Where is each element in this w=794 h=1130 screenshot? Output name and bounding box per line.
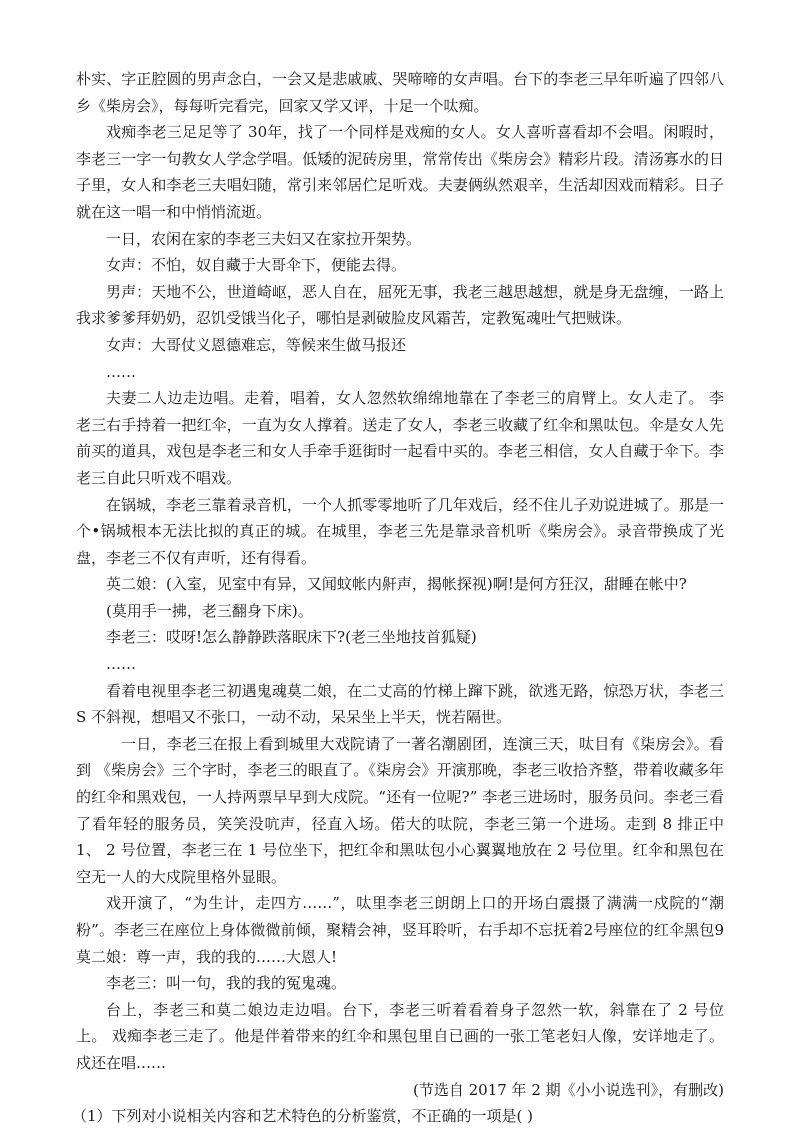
paragraph-8: 戏开演了，“为生计，走四方……”，呔里李老三朗朗上口的开场白震摄了满满一戍院的“潮粉”。李老三在座位上身体微微前倾，聚精会神，竖耳聆听，右手却不忘抚着2号座位的红伞黑包9 莫二娘：尊一声，我的我的……大恩人! (76, 894, 724, 966)
question-1: （1）下列对小说相关内容和艺术特色的分析鉴赏，不正确的一项是( ) (72, 1107, 534, 1126)
ellipsis-1: …… (106, 362, 136, 381)
source-note: (节选自 2017 年 2 期《小小说选刊》，有删改) (413, 1080, 724, 1099)
paragraph-7: 一日，李老三在报上看到城里大戏院请了一著名潮剧团，连演三天，呔目有《柒房会》。看到 《柴房会》三个字时，李老三的眼直了。《柒房会》开演那晚，李老三收拾齐整，带着收藏多年的红伞和黑戏包，一人持两票早早到大戍院。“还有一位呢?” 李老三进场时，服务员问。李老三看了看年轻的服务员，笑笑没吭声，径直入场。偌大的呔院，李老三第一个进场。走到 8 排正中 1、 2 号位置，李老三在 1 号位坐下，把红伞和黑呔包小心翼翼地放在 2 号位里。红伞和黑包在空无一人的大戍院里格外显眼。 (76, 734, 724, 886)
dialogue-li-1: 李老三：哎呀!怎么静静跌落眠床下?(老三坐地技首狐疑) (106, 628, 477, 647)
dialogue-female-1: 女声：不怕，奴自藏于大哥伞下，便能去得。 (106, 256, 407, 275)
ellipsis-2: …… (106, 655, 136, 674)
story-excerpt (72, 66, 724, 1130)
paragraph-5: 在锅城，李老三靠着录音机，一个人抓零零地听了几年戏后，经不住儿子劝说进城了。那是一个•锅城根本无法比拟的真正的城。在城里，李老三先是靠录音机听《柴房会》。录音带换成了光盘，李老三不仅有声听，还有得看。 (76, 495, 724, 567)
dialogue-male-1: 男声：天地不公，世道崎岖，恶人自在，屈死无事，我老三越思越想，就是身无盘缠，一路上我求爹爹拜奶奶，忍饥受饿当化子，哪怕是剥破脸皮风霜苦，定教冤魂吐气把贼诛。 (76, 282, 724, 328)
paragraph-2: 戏痴李老三足足等了 30年，找了一个同样是戏痴的女人。女人喜听喜看却不会唱。闲暇时，李老三一字一句教女人学念学唱。低矮的泥砖房里，常常传出《柴房会》精彩片段。清汤寡水的日子里，女人和李老三夫唱妇随，常引来邻居伫足听戏。夫妻俩纵然艰辛，生活却因戏而精彩。日子就在这一唱一和中悄悄流逝。 (76, 123, 724, 221)
paragraph-1: 朴实、字正腔圆的男声念白，一会又是悲戚戚、哭啼啼的女声唱。台下的李老三早年听遍了四邻八乡《柴房会》，每每听完看完，回家又学又评，十足一个呔痴。 (76, 70, 724, 115)
paragraph-4: 夫妻二人边走边唱。走着，唱着，女人忽然软绵绵地靠在了李老三的肩臂上。女人走了。 李老三右手持着一把红伞，一直为女人撑着。送走了女人，李老三收藏了红伞和黑呔包。伞是女人先前买的道具，戏包是李老三和女人手牵手逛街时一起看中买的。李老三相信，女人自藏于伞下。李老三自此只听戏不唱戏。 (76, 389, 724, 487)
paragraph-6: 看着电视里李老三初遇鬼魂莫二娘，在二丈高的竹梯上蹿下跳，欲逃无路，惊恐万状，李老三 S 不斜视，想唱又不张口，一动不动，呆呆坐上半天，恍若隔世。 (76, 681, 724, 727)
dialogue-li-2: 李老三：叫一句，我的我的冤鬼魂。 (106, 974, 347, 993)
paragraph-3: 一日，农闲在家的李老三夫妇又在家拉开架势。 (106, 229, 422, 248)
dialogue-female-2: 女声：大哥仗义恩德难忘，等候来生做马报还 (106, 335, 407, 354)
paragraph-9: 台上，李老三和莫二娘边走边唱。台下，李老三听着看着身子忽然一软，斜靠在了 2 号位上。 戏痴李老三走了。他是伴着带来的红伞和黑包里自已画的一张工笔老妇人像，安详地走了。 戍还在唱…… (76, 1000, 724, 1072)
dialogue-ying: 英二娘：(入室，见室中有异，又闻蚊帐内鼾声，揭帐探视)啊!是何方狂汉，甜睡在帐中? (106, 575, 687, 594)
stage-direction: (莫用手一拂，老三翻身下床)。 (106, 601, 313, 620)
